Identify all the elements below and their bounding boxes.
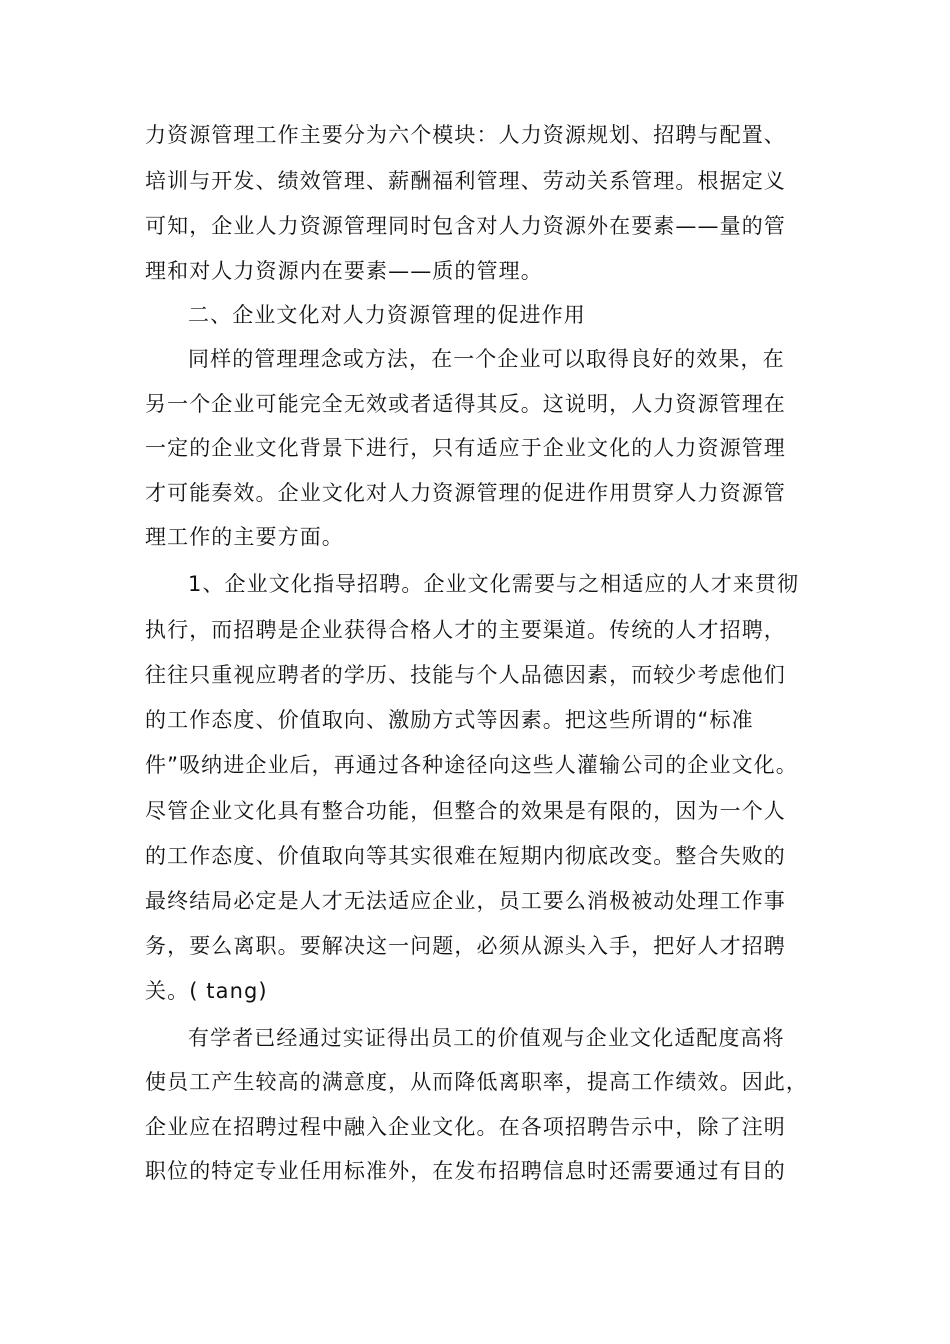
paragraph-3-line-1: 1、企业文化指导招聘。企业文化需要与之相适应的人才来贯彻 [188,572,800,596]
section-heading: 二、企业文化对人力资源管理的促进作用 [188,303,586,327]
paragraph-2-line-1: 同样的管理理念或方法，在一个企业可以取得良好的效果，在 [188,347,785,371]
paragraph-3-line-10: 关。( tang) [145,979,268,1003]
paragraph-3-line-9: 务，要么离职。要解决这一问题，必须从源头入手，把好人才招聘 [145,934,786,958]
paragraph-4-line-2: 使员工产生较高的满意度，从而降低离职率，提高工作绩效。因此， [145,1070,808,1094]
paragraph-1-line-2: 培训与开发、绩效管理、薪酬福利管理、劳动关系管理。根据定义 [145,169,786,193]
paragraph-4-line-3: 企业应在招聘过程中融入企业文化。在各项招聘告示中，除了注明 [145,1115,786,1139]
paragraph-2-line-4: 才可能奏效。企业文化对人力资源管理的促进作用贯穿人力资源管 [145,481,786,505]
paragraph-1-line-1: 力资源管理工作主要分为六个模块：人力资源规划、招聘与配置、 [145,123,786,147]
paragraph-3-line-2: 执行，而招聘是企业获得合格人才的主要渠道。传统的人才招聘， [145,618,786,642]
paragraph-3-line-4: 的工作态度、价值取向、激励方式等因素。把这些所谓的“标准 [145,708,754,732]
paragraph-3-line-8: 最终结局必定是人才无法适应企业，员工要么消极被动处理工作事 [145,889,786,913]
paragraph-1-line-4: 理和对人力资源内在要素——质的管理。 [145,259,543,283]
paragraph-4-line-4: 职位的特定专业任用标准外，在发布招聘信息时还需要通过有目的 [145,1159,786,1183]
paragraph-3-line-6: 尽管企业文化具有整合功能，但整合的效果是有限的，因为一个人 [145,799,786,823]
paragraph-2-line-3: 一定的企业文化背景下进行，只有适应于企业文化的人力资源管理 [145,436,786,460]
paragraph-2-line-5: 理工作的主要方面。 [145,525,344,549]
paragraph-4-line-1: 有学者已经通过实证得出员工的价值观与企业文化适配度高将 [188,1026,785,1050]
paragraph-1-line-3: 可知，企业人力资源管理同时包含对人力资源外在要素——量的管 [145,214,786,238]
paragraph-3-line-3: 往往只重视应聘者的学历、技能与个人品德因素，而较少考虑他们 [145,663,786,687]
paragraph-3-line-7: 的工作态度、价值取向等其实很难在短期内彻底改变。整合失败的 [145,844,786,868]
paragraph-2-line-2: 另一个企业可能完全无效或者适得其反。这说明，人力资源管理在 [145,392,786,416]
paragraph-3-line-5: 件”吸纳进企业后，再通过各种途径向这些人灌输公司的企业文化。 [145,753,798,777]
